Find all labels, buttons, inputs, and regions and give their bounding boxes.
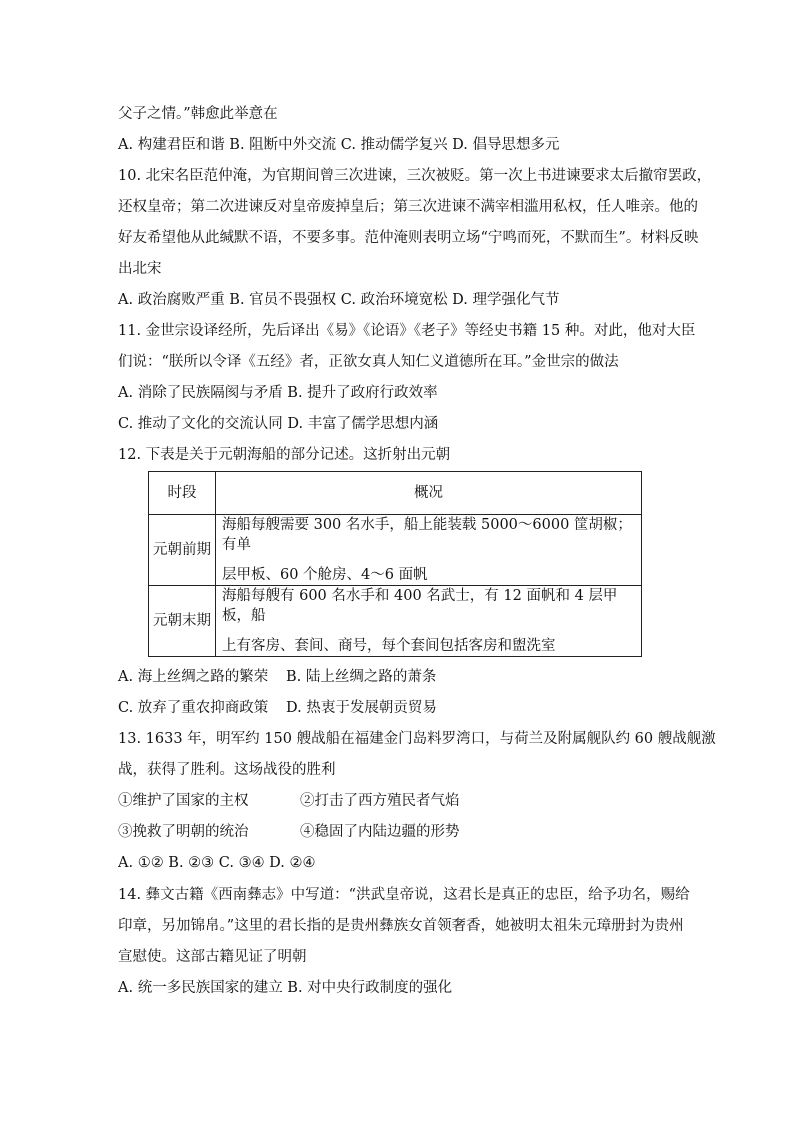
row-period: 元朝末期: [149, 586, 216, 657]
q14-stem-line-2: 印章，另加锦帛。”这里的君长指的是贵州彝族女首领奢香，她被明太祖朱元璋册封为贵州: [118, 918, 684, 934]
q10-stem-line-1: 10. 北宋名臣范仲淹，为官期间曾三次进谏，三次被贬。第一次上书进谏要求太后撤帘罢政，: [118, 168, 712, 184]
row-overview-line-1: 海船每艘需要 300 名水手，船上能装载 5000～6000 筐胡椒；有单: [222, 517, 632, 553]
header-overview: 概况: [216, 472, 642, 515]
row-period: 元朝前期: [149, 515, 216, 586]
q13-stem-line-2: 战，获得了胜利。这场战役的胜利: [118, 762, 336, 778]
q13-item-2: ②打击了西方殖民者气焰: [300, 793, 460, 809]
q10-options: A. 政治腐败严重 B. 官员不畏强权 C. 政治环境宽松 D. 理学强化气节: [118, 292, 560, 308]
q13-item-3: ③挽救了明朝的统治: [118, 824, 249, 840]
q13-stem-line-1: 13. 1633 年，明军约 150 艘战船在福建金门岛料罗湾口，与荷兰及附属舰队约 60 艘战舰激: [118, 731, 716, 747]
q10-stem-line-4: 出北宋: [118, 261, 162, 277]
q14-options-ab: A. 统一多民族国家的建立 B. 对中央行政制度的强化: [118, 980, 453, 996]
q13-item-4: ④稳固了内陆边疆的形势: [300, 824, 460, 840]
q9-stem-tail: 父子之情。”韩愈此举意在: [118, 106, 278, 122]
q11-options-ab: A. 消除了民族隔阂与矛盾 B. 提升了政府行政效率: [118, 385, 438, 401]
q12-option-b: B. 陆上丝绸之路的萧条: [286, 669, 437, 685]
row-overview-line-2: 上有客房、套间、商号，每个套间包括客房和盥洗室: [222, 638, 556, 654]
q11-stem-line-1: 11. 金世宗设译经所，先后译出《易》《论语》《老子》等经史书籍 15 种。对此，他对大臣: [118, 323, 696, 339]
q11-stem-line-2: 们说：“朕所以令译《五经》者，正欲女真人知仁义道德所在耳。”金世宗的做法: [118, 354, 619, 370]
q10-stem-line-2: 还权皇帝；第二次进谏反对皇帝废掉皇后；第三次进谏不满宰相滥用私权，任人唯亲。他的: [118, 199, 698, 215]
q14-stem-line-1: 14. 彝文古籍《西南彝志》中写道：“洪武皇帝说，这君长是真正的忠臣，给予功名，赐给: [118, 887, 690, 903]
q13-options: A. ①② B. ②③ C. ③④ D. ②④: [118, 855, 316, 871]
row-overview: [216, 515, 642, 586]
q14-stem-line-3: 宣慰使。这部古籍见证了明朝: [118, 949, 307, 965]
row-overview: [216, 586, 642, 657]
table-row: [149, 515, 642, 586]
table-header-row: [149, 472, 642, 515]
q12-option-a: A. 海上丝绸之路的繁荣: [118, 669, 269, 685]
q12-option-c: C. 放弃了重农抑商政策: [118, 700, 269, 716]
row-overview-line-2: 层甲板、60 个舱房、4～6 面帆: [222, 567, 428, 583]
q10-stem-line-3: 好友希望他从此缄默不语，不要多事。范仲淹则表明立场“宁鸣而死，不默而生”。材料反映: [118, 230, 699, 246]
q12-stem: 12. 下表是关于元朝海船的部分记述。这折射出元朝: [118, 447, 451, 463]
header-period: 时段: [149, 472, 216, 515]
q9-options: A. 构建君臣和谐 B. 阻断中外交流 C. 推动儒学复兴 D. 倡导思想多元: [118, 137, 560, 153]
q12-table: [148, 471, 642, 657]
q13-item-1: ①维护了国家的主权: [118, 793, 249, 809]
row-overview-line-1: 海船每艘有 600 名水手和 400 名武士，有 12 面帆和 4 层甲板，船: [222, 588, 618, 624]
table-row: [149, 586, 642, 657]
q12-option-d: D. 热衷于发展朝贡贸易: [286, 700, 437, 716]
q11-options-cd: C. 推动了文化的交流认同 D. 丰富了儒学思想内涵: [118, 416, 439, 432]
